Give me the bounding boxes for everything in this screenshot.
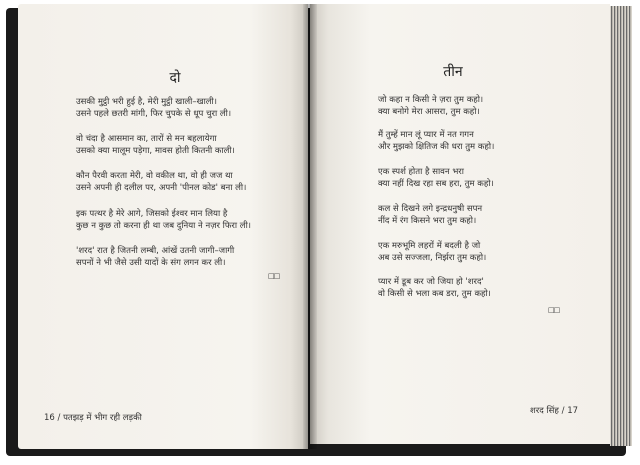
left-stanza-3 (76, 170, 246, 194)
left-stanza-2 (76, 133, 235, 157)
verse-line: और मुझको क्षितिज की धरा तुम कहो। (378, 142, 495, 152)
verse-line: एक मरुभूमि लहरों में बदली है जो (378, 241, 481, 251)
verse-line: क्या नहीं दिख रहा सब हरा, तुम कहो। (378, 179, 494, 189)
verse-line: कौन पैरवी करता मेरी, वो वकील था, वो ही जज था (76, 171, 233, 181)
verse-line: सपनों ने भी जैसे उसी यादों के संग लगन कर ली। (76, 258, 226, 268)
verse-line: 'शरद' रात है जितनी लम्बी, आंखें उतनी जागी–जागी (76, 246, 235, 256)
verse-line: प्यार में डूब कर जो जिया हो 'शरद' (378, 277, 484, 287)
right-stanza-6 (378, 276, 491, 300)
right-stanza-5 (378, 240, 486, 264)
right-stanza-1 (378, 94, 483, 118)
right-stanza-4 (378, 203, 482, 227)
left-stanza-1 (76, 96, 231, 120)
verse-line: कुछ न कुछ तो करना ही था जब दुनिया ने नज़र फिरा ली। (76, 221, 251, 231)
verse-line: वो किसी से भला कब डरा, तुम कहो। (378, 289, 491, 299)
verse-line: उसने अपनी ही दलील पर, अपनी 'पीनल कोड' बना ली। (76, 183, 247, 193)
verse-line: एक स्पर्श होता है सावन भरा (378, 167, 464, 177)
left-stanza-4 (76, 208, 251, 232)
left-stanza-5 (76, 245, 234, 269)
verse-line: मैं तुम्हें मान लूं प्यार में नत गगन (378, 130, 474, 140)
left-page-title: दो (169, 70, 181, 86)
right-stanza-3 (378, 166, 494, 190)
verse-line: इक पत्थर है मेरे आगे, जिसको ईश्वर मान लिया है (76, 209, 228, 219)
book-spine (303, 4, 317, 449)
verse-line: क्या बनोगे मेरा आसरा, तुम कहो। (378, 107, 480, 117)
verse-line: नींद में रंग किसने भरा तुम कहो। (378, 216, 477, 226)
verse-line: वो चंदा है आसमान का, तारों से मन बहलायेगा (76, 134, 217, 144)
right-end-mark: □□ (548, 306, 560, 314)
verse-line: जो कहा न किसी ने ज़रा तुम कहो। (378, 95, 484, 105)
right-stanza-2 (378, 129, 494, 153)
verse-line: उसकी मुट्ठी भरी हुई है, मेरी मुट्ठी खाली–खाली। (76, 97, 217, 107)
verse-line: उसने पहले छतरी मांगी, फिर चुपके से धूप चुरा ली। (76, 109, 232, 119)
left-end-mark: □□ (268, 272, 280, 280)
page-edges (610, 6, 632, 446)
left-page-footer: 16 / पतझड़ में भीग रही लड़की (44, 413, 142, 423)
verse-line: उसको क्या मालूम पड़ेगा, मावस होती कितनी काली। (76, 146, 235, 156)
verse-line: कल से दिखने लगे इन्द्रधनुषी सपन (378, 204, 483, 214)
verse-line: अब उसे सज्जला, निर्झरा तुम कहो। (378, 253, 487, 263)
right-page-title: तीन (443, 64, 463, 80)
right-page-footer: शरद सिंह / 17 (530, 406, 579, 416)
